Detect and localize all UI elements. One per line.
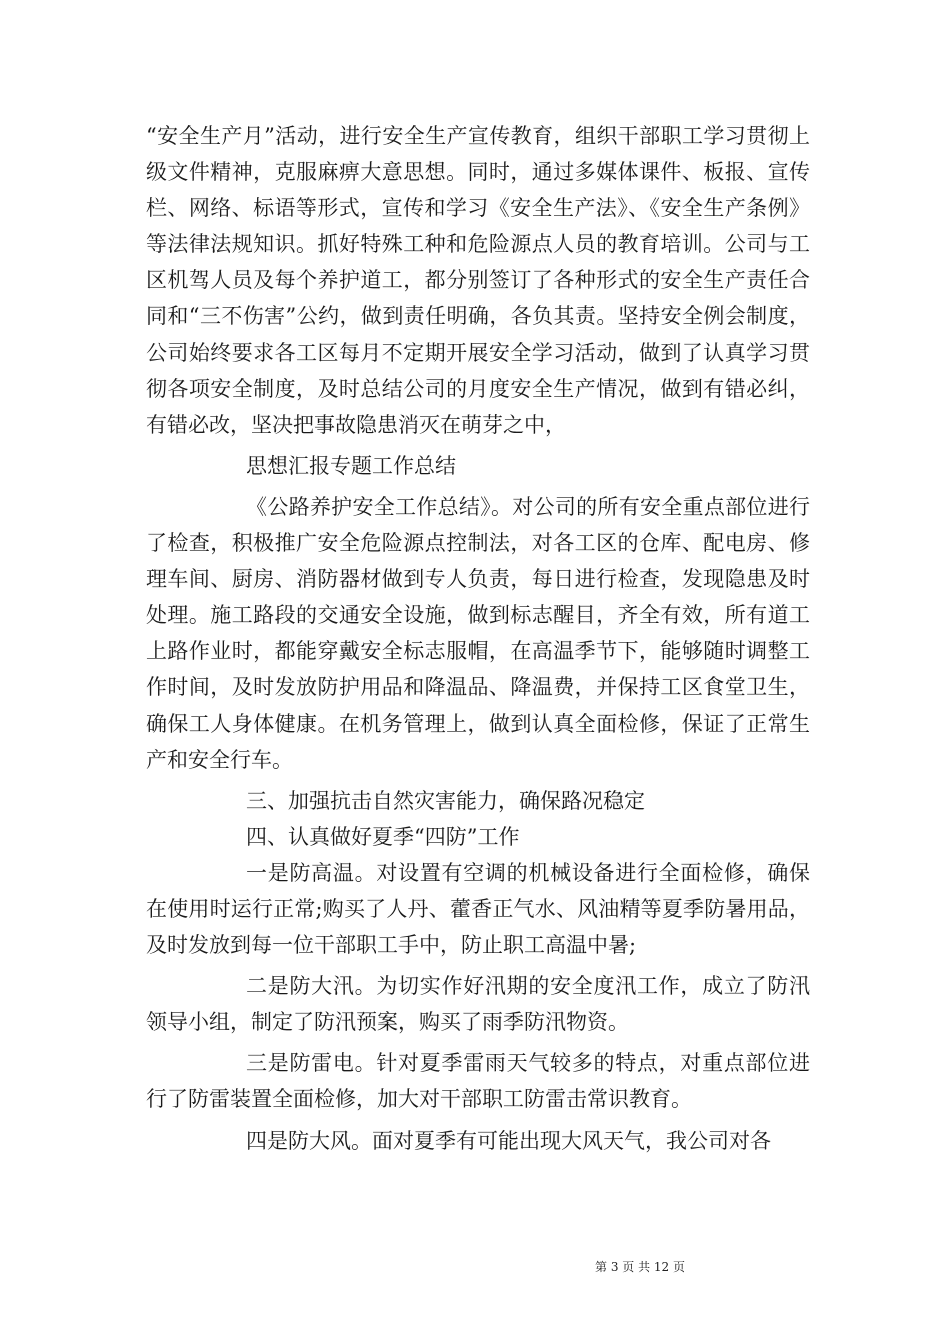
- paragraph-safety-month: “安全生产月”活动，进行安全生产宣传教育，组织干部职工学习贯彻上级文件精神，克服麻痹大意思想。同时，通过多媒体课件、板报、宣传栏、网络、标语等形式，宣传和学习《安全生产法》、《安全生产条例》等法律法规知识。抓好特殊工种和危险源点人员的教育培训。公司与工区机驾人员及每个养护道工，都分别签订了各种形式的安全生产责任合同和“三不伤害”公约，做到责任明确，各负其责。坚持安全例会制度，公司始终要求各工区每月不定期开展安全学习活动，做到了认真学习贯彻各项安全制度，及时总结公司的月度安全生产情况，做到有错必纠，有错必改，坚决把事故隐患消灭在萌芽之中，: [146, 124, 810, 437]
- paragraph-road-maintenance: 《公路养护安全工作总结》。对公司的所有安全重点部位进行了检查，积极推广安全危险源点控制法，对各工区的仓库、配电房、修理车间、厨房、消防器材做到专人负责，每日进行检查，发现隐患及时处理。施工路段的交通安全设施，做到标志醒目，齐全有效，所有道工上路作业时，都能穿戴安全标志服帽，在高温季节下，能够随时调整工作时间，及时发放防护用品和降温品、降温费，并保持工区食堂卫生，确保工人身体健康。在机务管理上，做到认真全面检修，保证了正常生产和安全行车。: [146, 494, 810, 772]
- heading-section-three: 三、加强抗击自然灾害能力，确保路况稳定: [246, 788, 645, 813]
- paragraph-high-temperature: 一是防高温。对设置有空调的机械设备进行全面检修，确保在使用时运行正常;购买了人丹、藿香正气水、风油精等夏季防暑用品，及时发放到每一位干部职工手中，防止职工高温中暑;: [146, 860, 810, 958]
- heading-section-four: 四、认真做好夏季“四防”工作: [246, 824, 520, 849]
- paragraph-flood: 二是防大汛。为切实作好汛期的安全度汛工作，成立了防汛领导小组，制定了防汛预案，购买了雨季防汛物资。: [146, 974, 810, 1035]
- paragraph-lightning: 三是防雷电。针对夏季雷雨天气较多的特点，对重点部位进行了防雷装置全面检修，加大对干部职工防雷击常识教育。: [146, 1051, 810, 1112]
- paragraph-report-title: 思想汇报专题工作总结: [246, 453, 456, 478]
- page-number-footer: 第 3 页 共 12 页: [595, 1260, 685, 1274]
- document-body: [146, 118, 810, 1159]
- paragraph-wind: 四是防大风。面对夏季有可能出现大风天气，我公司对各: [246, 1128, 771, 1153]
